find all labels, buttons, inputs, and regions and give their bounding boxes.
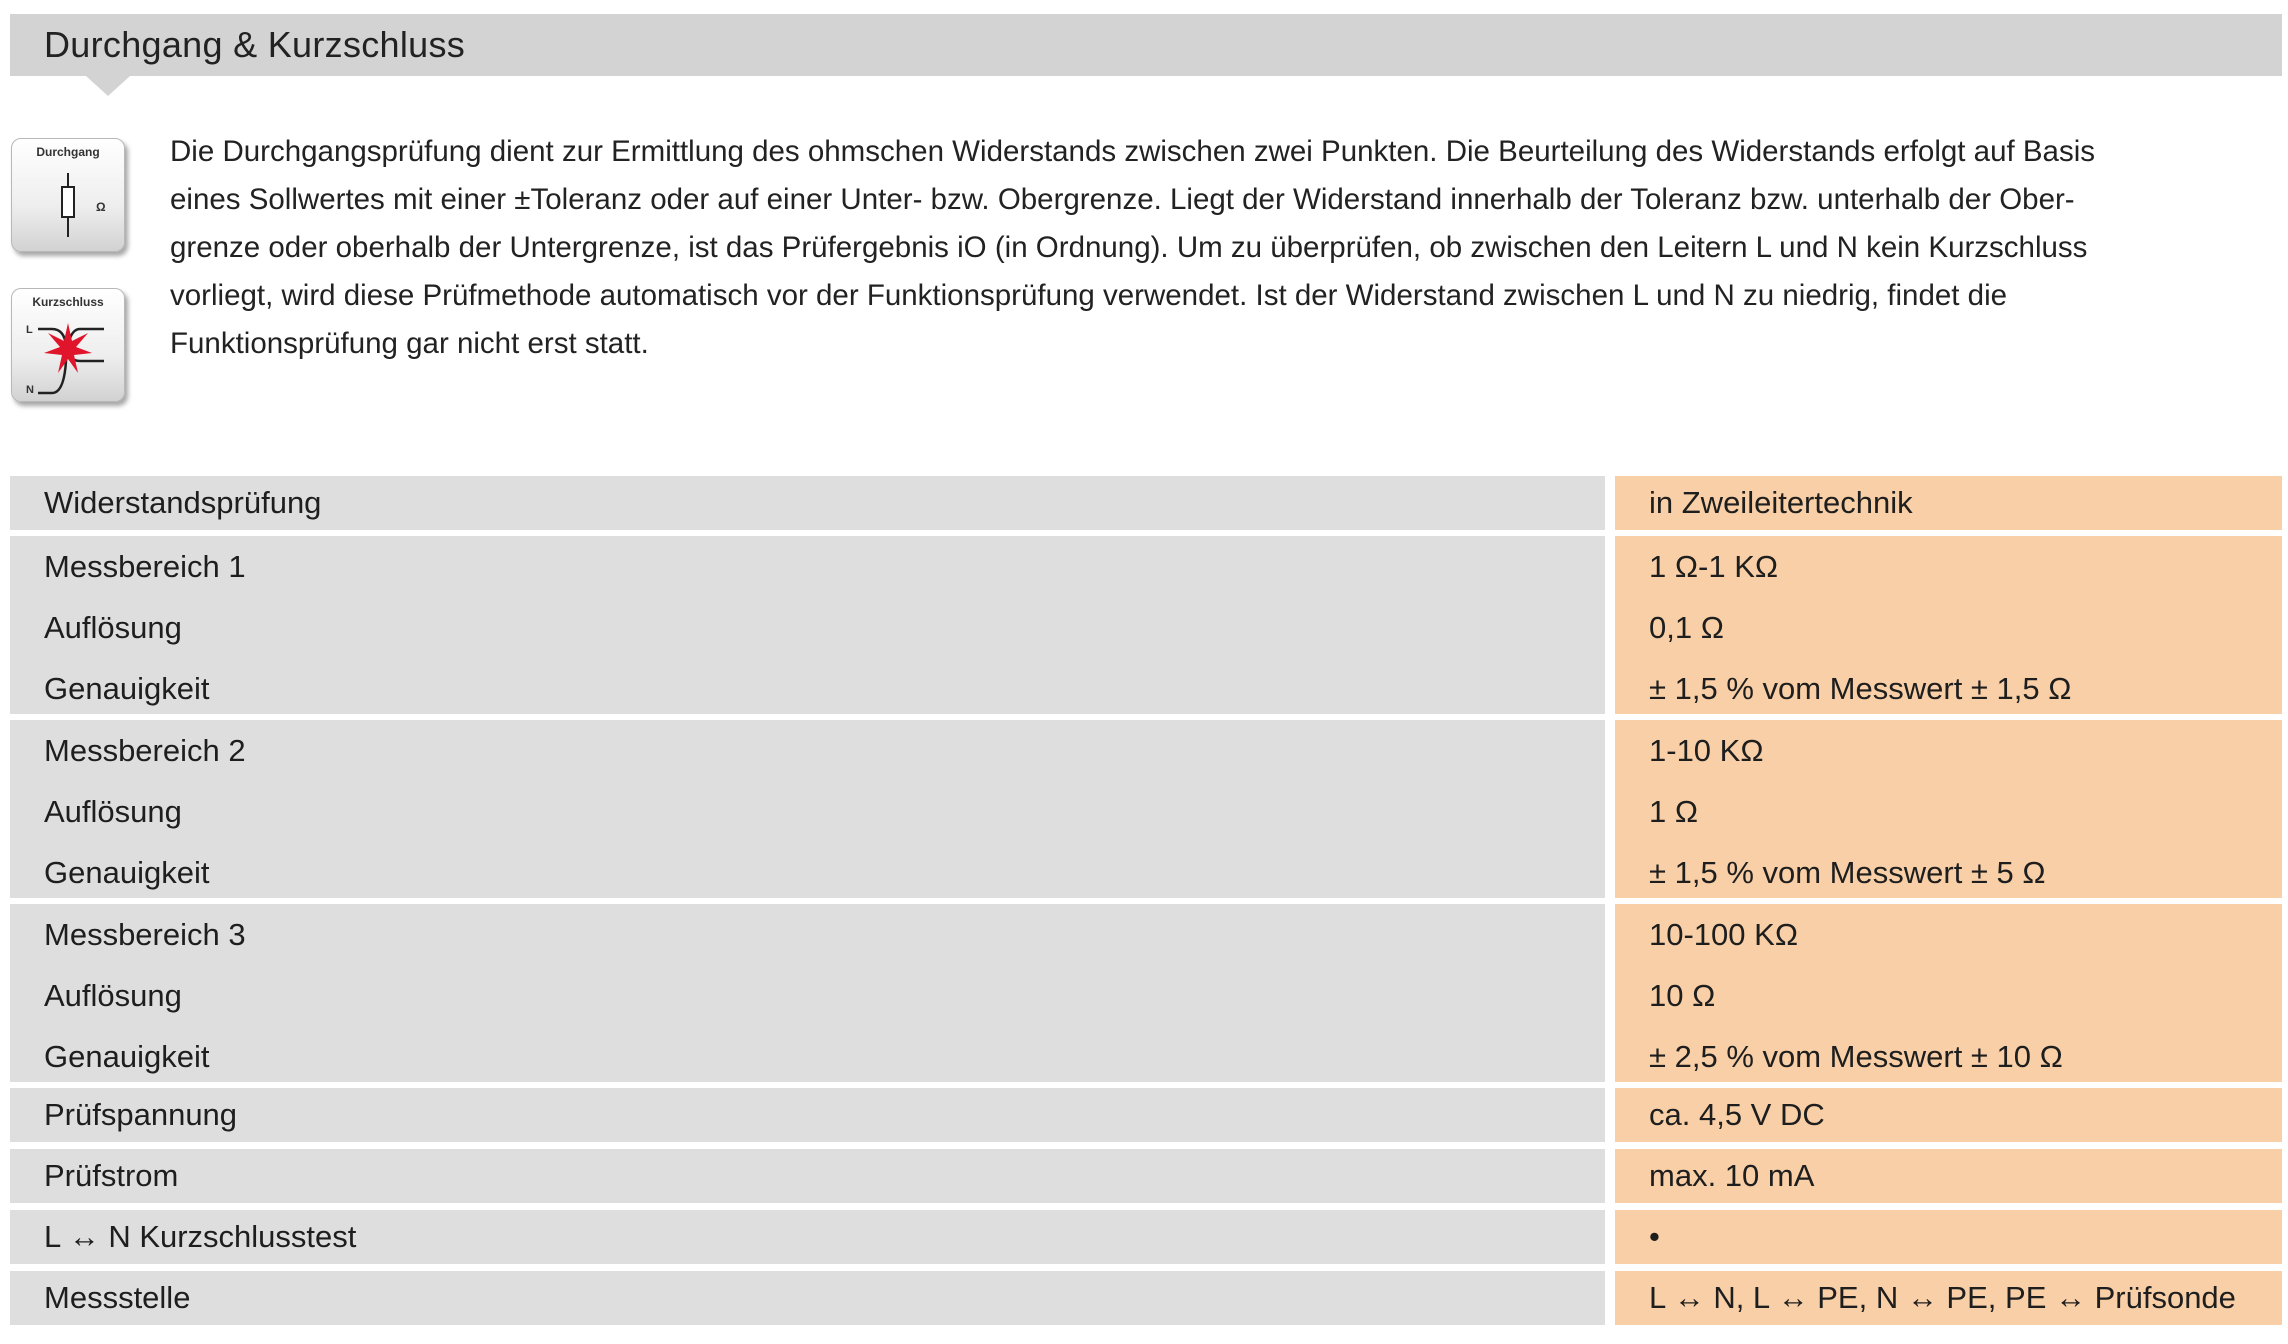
spec-label: Widerstandsprüfung <box>44 485 322 520</box>
spec-label: Genauigkeit <box>44 671 210 706</box>
line-n-label: N <box>26 384 34 396</box>
spec-label: Genauigkeit <box>44 855 210 890</box>
spec-label-cell <box>10 1271 1605 1325</box>
spec-value: ± 1,5 % vom Messwert ± 1,5 Ω <box>1649 671 2072 706</box>
spec-value: ca. 4,5 V DC <box>1649 1097 1825 1132</box>
intro-line: vorliegt, wird diese Prüfmethode automatisch vor der Funktionsprüfung verwendet. Ist der Widerstand zwischen L und N zu niedrig, findet die <box>170 279 2008 312</box>
spec-row-messbereich-1 <box>10 536 2282 714</box>
resistor-continuity-icon <box>12 139 124 251</box>
spec-label: Messbereich 2 <box>44 733 246 768</box>
spec-label: L ↔ N Kurzschlusstest <box>44 1219 357 1254</box>
intro-line: eines Sollwertes mit einer ±Toleranz oder auf einer Unter- bzw. Obergrenze. Liegt der Widerstand innerhalb der Toleranz bzw. unterhalb der Ober- <box>170 183 2075 216</box>
spec-row-pruefspannung <box>10 1088 2282 1142</box>
spec-value-cell <box>1615 720 2282 898</box>
spec-value-cell <box>1615 1210 2282 1264</box>
intro-line: Funktionsprüfung gar nicht erst statt. <box>170 327 649 360</box>
spec-value: in Zweileitertechnik <box>1649 485 1913 520</box>
section-title: Durchgang & Kurzschluss <box>44 24 466 65</box>
spec-label: Prüfspannung <box>44 1097 238 1132</box>
spec-label-cell <box>10 1210 1605 1264</box>
spark-star-icon <box>44 323 92 373</box>
spec-label: Auflösung <box>44 978 182 1013</box>
ohm-symbol: Ω <box>96 200 106 214</box>
short-circuit-icon <box>12 289 124 401</box>
spec-value-cell <box>1615 1149 2282 1203</box>
spec-value-cell <box>1615 536 2282 714</box>
section-header <box>10 14 2282 76</box>
spec-label-cell <box>10 536 1605 714</box>
continuity-tile-label: Durchgang <box>36 145 100 159</box>
spec-label-cell <box>10 1149 1605 1203</box>
spec-row-widerstandspruefung <box>10 476 2282 530</box>
spec-label-cell <box>10 904 1605 1082</box>
spec-label-cell <box>10 476 1605 530</box>
spec-row-pruefstrom <box>10 1149 2282 1203</box>
spec-value-cell <box>1615 1088 2282 1142</box>
spec-value-cell <box>1615 476 2282 530</box>
intro-paragraph <box>170 128 2270 368</box>
continuity-tile <box>11 138 125 252</box>
spec-label-cell <box>10 720 1605 898</box>
spec-value: 10-100 KΩ <box>1649 917 1798 952</box>
spec-row-messbereich-2 <box>10 720 2282 898</box>
spec-row-messstelle <box>10 1271 2282 1325</box>
spec-label: Prüfstrom <box>44 1158 179 1193</box>
spec-value: ± 1,5 % vom Messwert ± 5 Ω <box>1649 855 2046 890</box>
header-pointer <box>86 76 130 96</box>
short-circuit-tile-label: Kurzschluss <box>32 295 104 309</box>
spec-value: 0,1 Ω <box>1649 610 1724 645</box>
spec-value: 1 Ω <box>1649 794 1699 829</box>
spec-row-messbereich-3 <box>10 904 2282 1082</box>
spec-value-cell <box>1615 1271 2282 1325</box>
spec-value-cell <box>1615 904 2282 1082</box>
spec-row-kurzschlusstest <box>10 1210 2282 1264</box>
spec-value: 1-10 KΩ <box>1649 733 1764 768</box>
spec-value: max. 10 mA <box>1649 1158 1815 1193</box>
spec-value: L ↔ N, L ↔ PE, N ↔ PE, PE ↔ Prüfsonde <box>1649 1280 2236 1315</box>
spec-value: 10 Ω <box>1649 978 1716 1013</box>
spec-label: Messbereich 3 <box>44 917 246 952</box>
spec-label: Auflösung <box>44 610 182 645</box>
line-l-label: L <box>26 324 33 336</box>
spec-value: • <box>1649 1219 1660 1254</box>
intro-line: grenze oder oberhalb der Untergrenze, ist das Prüfergebnis iO (in Ordnung). Um zu überprüfen, ob zwischen den Leitern L und N kein Kurzschluss <box>170 231 2088 264</box>
spec-label: Auflösung <box>44 794 182 829</box>
spec-label: Genauigkeit <box>44 1039 210 1074</box>
spec-value: 1 Ω-1 KΩ <box>1649 549 1779 584</box>
spec-value: ± 2,5 % vom Messwert ± 10 Ω <box>1649 1039 2063 1074</box>
spec-label: Messstelle <box>44 1280 191 1315</box>
short-circuit-tile <box>11 288 125 402</box>
spec-label: Messbereich 1 <box>44 549 246 584</box>
intro-line: Die Durchgangsprüfung dient zur Ermittlung des ohmschen Widerstands zwischen zwei Punkten. Die Beurteilung des Widerstands erfolgt auf Basis <box>170 135 2096 168</box>
spec-label-cell <box>10 1088 1605 1142</box>
